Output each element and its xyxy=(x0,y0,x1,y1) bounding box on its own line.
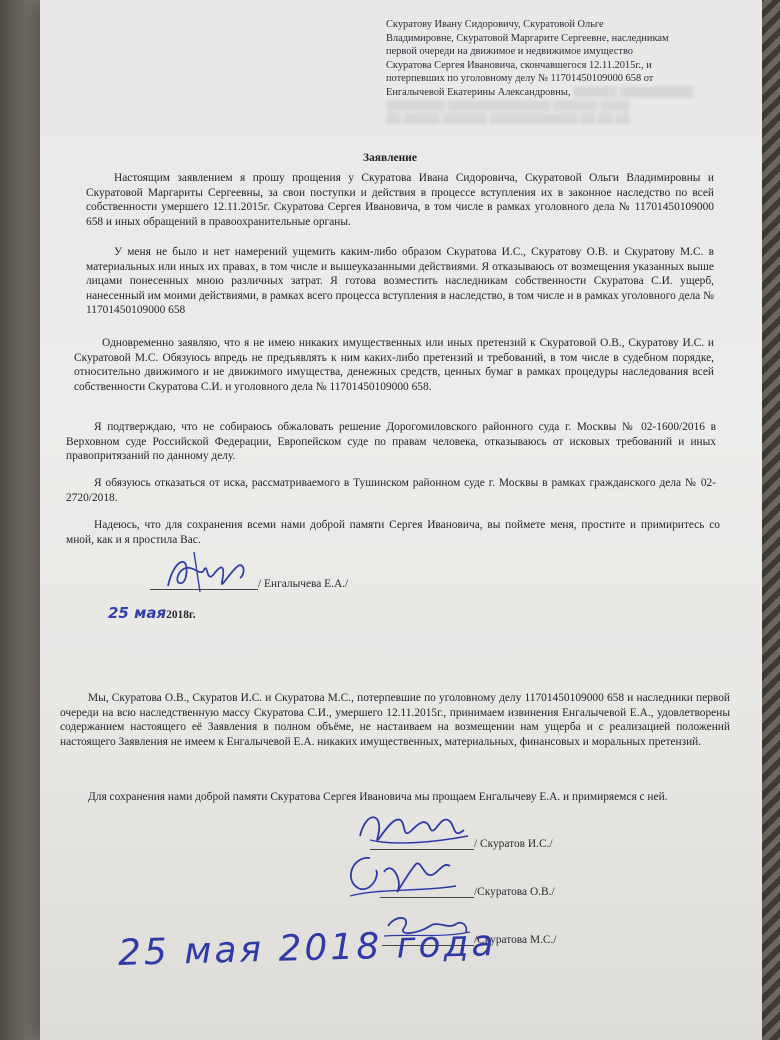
addressee-line: Скуратова Сергея Ивановича, скончавшегося 12.11.2015г., и xyxy=(386,59,652,71)
date-year: 2018г. xyxy=(166,609,196,621)
paragraph-acceptance: Мы, Скуратова О.В., Скуратов И.С. и Скуратова М.С., потерпевшие по уголовному делу 11701450109000 658 и наследники первой очереди на всю наследственную массу Скуратова С.И., умершего 12.11.2015г., принимаем извинения Енгалычевой Е.А., удовлетворены содержанием настоящего её Заявления в полном объёме, не настаиваем на возмещении нам ущерба и с реализацией положений настоящего Заявления не имеем к Енгалычевой Е.А. никаких имущественных, материальных, финансовых и моральных претензий. xyxy=(60,692,730,748)
signature-line-skuratova-ov xyxy=(380,886,555,898)
signature-engalycheva xyxy=(160,548,260,594)
addressee-line: потерпевших по уголовному делу № 11701450109000 658 от xyxy=(386,73,654,85)
addressee-line: Скуратову Ивану Сидоровичу, Скуратовой Ольге xyxy=(386,19,604,30)
paragraph-apology: Настоящим заявлением я прошу прощения у Скуратова Ивана Сидоровича, Скуратовой Ольги Владимировны и Скуратовой Маргариты Сергеевны, за свои поступки и действия в процессе вступления их в законное наследство по всей собственности умершего 12.11.2015г. Скуратова Сергея Ивановича, в том числе в рамках уголовного дела № 11701450109000 658 и иных обращений в правоохранительные органы. xyxy=(86,172,714,228)
signer-name: /Скуратова М.С./ xyxy=(474,934,557,946)
addressee-redacted-line: ░░ ░░░░░ ░░░░░░ ░░░░░░░░░░░░ ░░ ░░ ░░ xyxy=(386,114,630,126)
signature-underline xyxy=(380,897,474,898)
handwritten-day: 25 мая xyxy=(108,604,167,622)
handwritten-date: 25 мая 2018 года xyxy=(117,923,498,974)
paragraph-withdraw-claim: Я обязуюсь отказаться от иска, рассматриваемого в Тушинском районном суде г. Москвы в рамках гражданского дела № 02-2720/2018. xyxy=(66,477,716,504)
signer-name: / Скуратов И.С./ xyxy=(474,838,553,850)
signature-line-skuratov-is xyxy=(370,838,553,850)
addressee-block xyxy=(386,18,706,127)
document-title: Заявление xyxy=(362,152,417,164)
paragraph-no-claims: Одновременно заявляю, что я не имею никаких имущественных или иных претензий к Скуратовой О.В., Скуратову И.С. и Скуратовой М.С. Обязуюсь впредь не предъявлять к ним каких-либо претензий и требований, в том числе в судебном порядке, относительно движимого и не движимого имущества, денежных средств, ценных бумаг в рамках процедуры наследования всей собственности Скуратова С.И. и уголовного дела № 11701450109000 658. xyxy=(74,337,714,393)
paragraph-no-appeal: Я подтверждаю, что не собираюсь обжаловать решение Дорогомиловского районного суда г. Москвы № 02-1600/2016 в Верховном суде Российской Федерации, Европейском суде по правам человека, отказываюсь от исковых требований и иных правопритязаний по данному делу. xyxy=(66,421,716,463)
addressee-line: первой очереди на движимое и недвижимое имущество xyxy=(386,46,633,58)
signer-name: /Скуратова О.В./ xyxy=(474,886,555,898)
paragraph-intentions: У меня не было и нет намерений ущемить каким-либо образом Скуратова И.С., Скуратову О.В. и Скуратову М.С. в материальных или иных их правах, в том числе и вышеуказанными действиями. Я отказываюсь от возмещения указанных выше лицами понесенных мною различных затрат. Я готова возместить наследникам собственности Скуратова С.И. ущерб, нанесенный им моими действиями, в рамках всего процесса вступления в наследство, в том числе и в рамках уголовного дела № 11701450109000 658 xyxy=(86,246,714,317)
signer-name: / Енгалычева Е.А./ xyxy=(258,578,349,590)
paragraph-reconciliation: Для сохранения нами доброй памяти Скуратова Сергея Ивановича мы прощаем Енгалычеву Е.А. и примиряемся с ней. xyxy=(88,791,668,803)
date-line-engalycheva xyxy=(108,604,196,622)
addressee-redacted-line: ░░░░░░░░ ░░░░░░░░░░░░░░ ░░░░░░ ░░░░ xyxy=(386,100,630,112)
addressee-line: Енгалычевой Екатерины Александровны, ░░░░░░ ░░░░░░░░░░ xyxy=(386,86,694,98)
addressee-line: Владимировне, Скуратовой Маргарите Сергеевне, наследникам xyxy=(386,32,669,44)
paragraph-hope: Надеюсь, что для сохранения всеми нами доброй памяти Сергея Ивановича, вы поймете меня, простите и примиритесь со мной, как и я простила Вас. xyxy=(66,519,720,546)
